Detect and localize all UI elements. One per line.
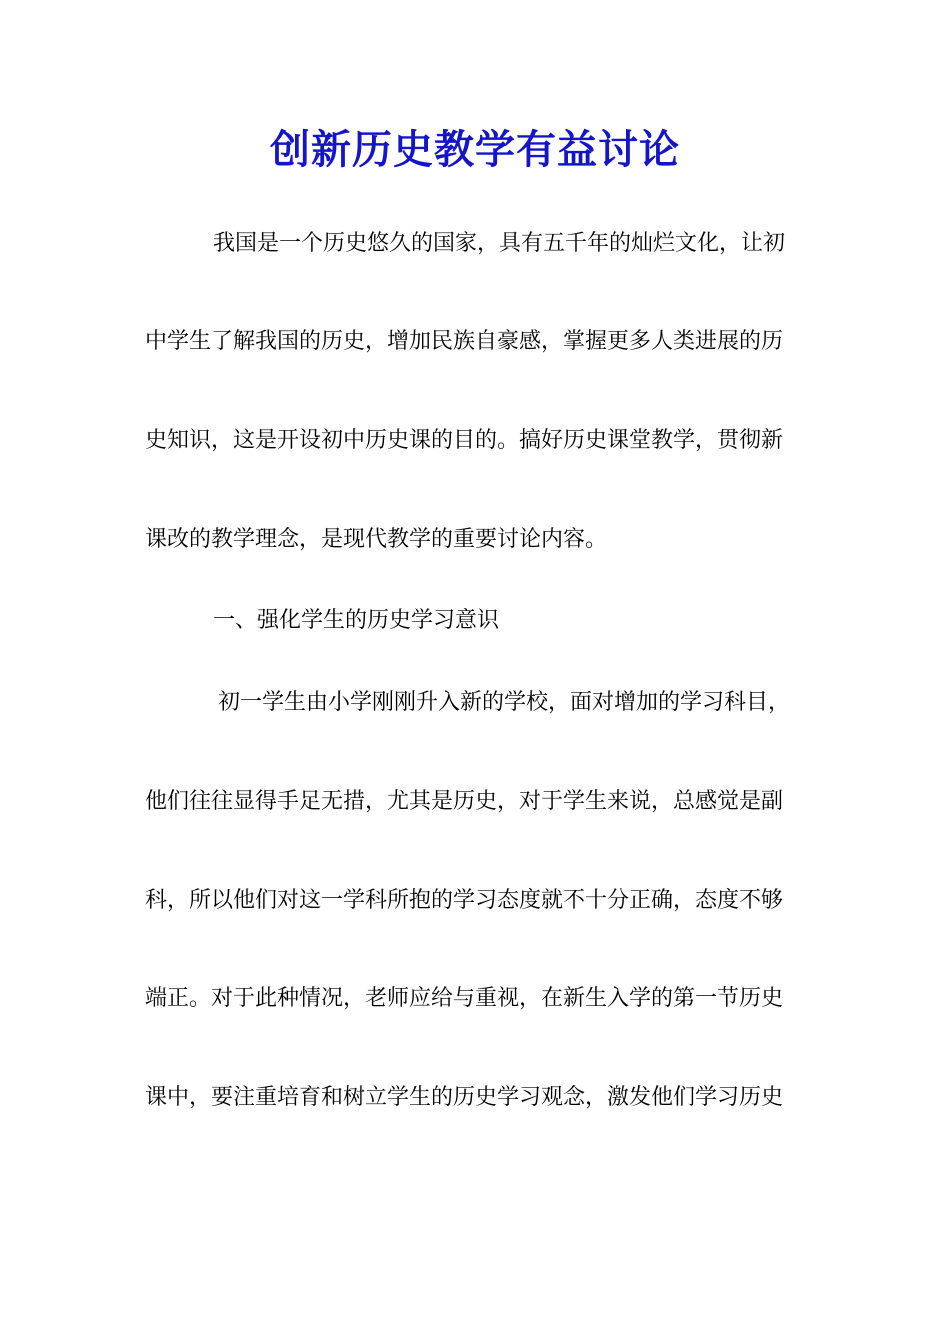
paragraph-line: 科，所以他们对这一学科所抱的学习态度就不十分正确，态度不够 xyxy=(145,888,784,913)
section-heading: 一、强化学生的历史学习意识 xyxy=(213,608,500,633)
paragraph-line: 他们往往显得手足无措，尤其是历史，对于学生来说，总感觉是副 xyxy=(145,789,784,814)
paragraph-line: 我国是一个历史悠久的国家，具有五千年的灿烂文化，让初 xyxy=(213,231,786,256)
paragraph-line: 史知识，这是开设初中历史课的目的。搞好历史课堂教学，贯彻新 xyxy=(145,428,784,453)
document-title: 创新历史教学有益讨论 xyxy=(270,126,680,173)
paragraph-line: 课改的教学理念，是现代教学的重要讨论内容。 xyxy=(145,527,608,552)
paragraph-line: 课中，要注重培育和树立学生的历史学习观念，激发他们学习历史 xyxy=(145,1085,784,1110)
paragraph-line: 端正。对于此种情况，老师应给与重视，在新生入学的第一节历史 xyxy=(145,986,784,1011)
paragraph-line: 初一学生由小学刚刚升入新的学校，面对增加的学习科目， xyxy=(218,690,791,715)
paragraph-line: 中学生了解我国的历史，增加民族自豪感，掌握更多人类进展的历 xyxy=(145,329,784,354)
